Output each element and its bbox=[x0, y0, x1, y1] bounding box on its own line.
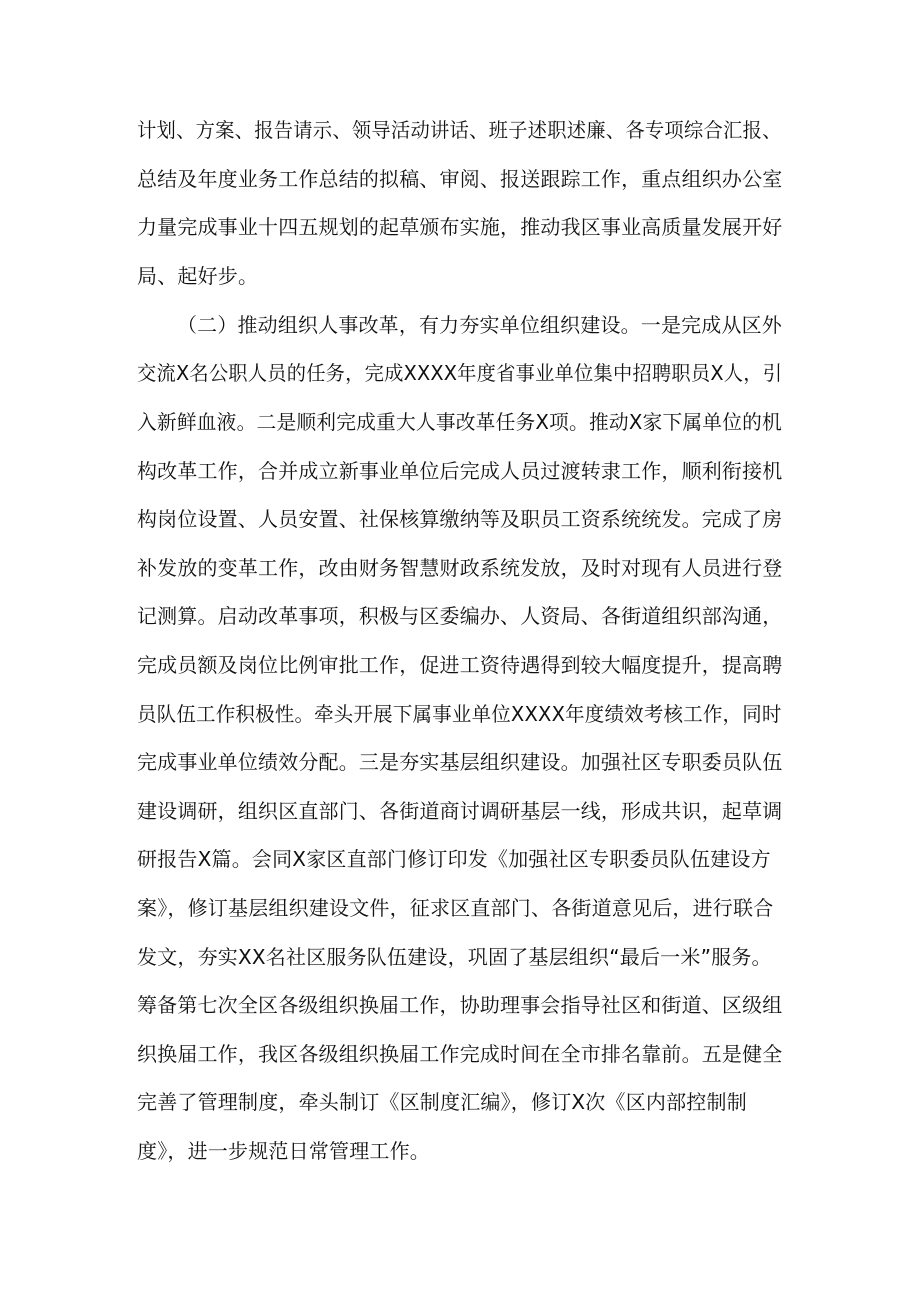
section-heading-line: （二）推动组织人事改革，有力夯实单位组织建设。一是完成从区外 bbox=[177, 313, 782, 337]
text-line: 员队伍工作积极性。牵头开展下属事业单位XXXX年度绩效考核工作，同时 bbox=[137, 702, 782, 726]
text-line: 构岗位设置、人员安置、社保核算缴纳等及职员工资系统统发。完成了房 bbox=[137, 507, 783, 531]
text-line: 交流X名公职人员的任务，完成XXXX年度省事业单位集中招聘职员X人，引 bbox=[137, 361, 783, 385]
text-line: 总结及年度业务工作总结的拟稿、审阅、报送跟踪工作，重点组织办公室 bbox=[137, 167, 783, 191]
text-line: 案》，修订基层组织建设文件，征求区直部门、各街道意见后，进行联合 bbox=[137, 896, 774, 920]
text-line: 筹备第七次全区各级组织换届工作，协助理事会指导社区和街道、区级组 bbox=[137, 993, 783, 1017]
text-line: 构改革工作，合并成立新事业单位后完成人员过渡转隶工作，顺利衔接机 bbox=[137, 459, 783, 483]
text-line: 建设调研，组织区直部门、各街道商讨调研基层一线，形成共识，起草调 bbox=[137, 799, 783, 823]
text-line: 计划、方案、报告请示、领导活动讲话、班子述职述廉、各专项综合汇报、 bbox=[137, 118, 782, 142]
text-line: 完善了管理制度，牵头制订《区制度汇编》，修订X次《区内部控制制 bbox=[137, 1090, 747, 1114]
text-line: 入新鲜血液。二是顺利完成重大人事改革任务X项。推动X家下属单位的机 bbox=[137, 410, 782, 434]
text-line: 研报告X篇。会同X家区直部门修订印发《加强社区专职委员队伍建设方 bbox=[137, 847, 771, 871]
text-line: 完成员额及岗位比例审批工作，促进工资待遇得到较大幅度提升，提高聘 bbox=[137, 653, 783, 677]
text-line: 记测算。启动改革事项，积极与区委编办、人资局、各街道组织部沟通， bbox=[137, 604, 783, 628]
text-line: 完成事业单位绩效分配。三是夯实基层组织建设。加强社区专职委员队伍 bbox=[137, 750, 783, 774]
text-line: 发文，夯实XX名社区服务队伍建设，巩固了基层组织“最后一米”服务。 bbox=[137, 945, 772, 969]
text-line: 织换届工作，我区各级组织换届工作完成时间在全市排名靠前。五是健全 bbox=[137, 1042, 783, 1066]
text-line: 补发放的变革工作，改由财务智慧财政系统发放，及时对现有人员进行登 bbox=[137, 556, 783, 580]
text-line: 局、起好步。 bbox=[137, 264, 259, 288]
text-line: 力量完成事业十四五规划的起草颁布实施，推动我区事业高质量发展开好 bbox=[137, 215, 783, 239]
text-line: 度》，进一步规范日常管理工作。 bbox=[137, 1139, 430, 1163]
